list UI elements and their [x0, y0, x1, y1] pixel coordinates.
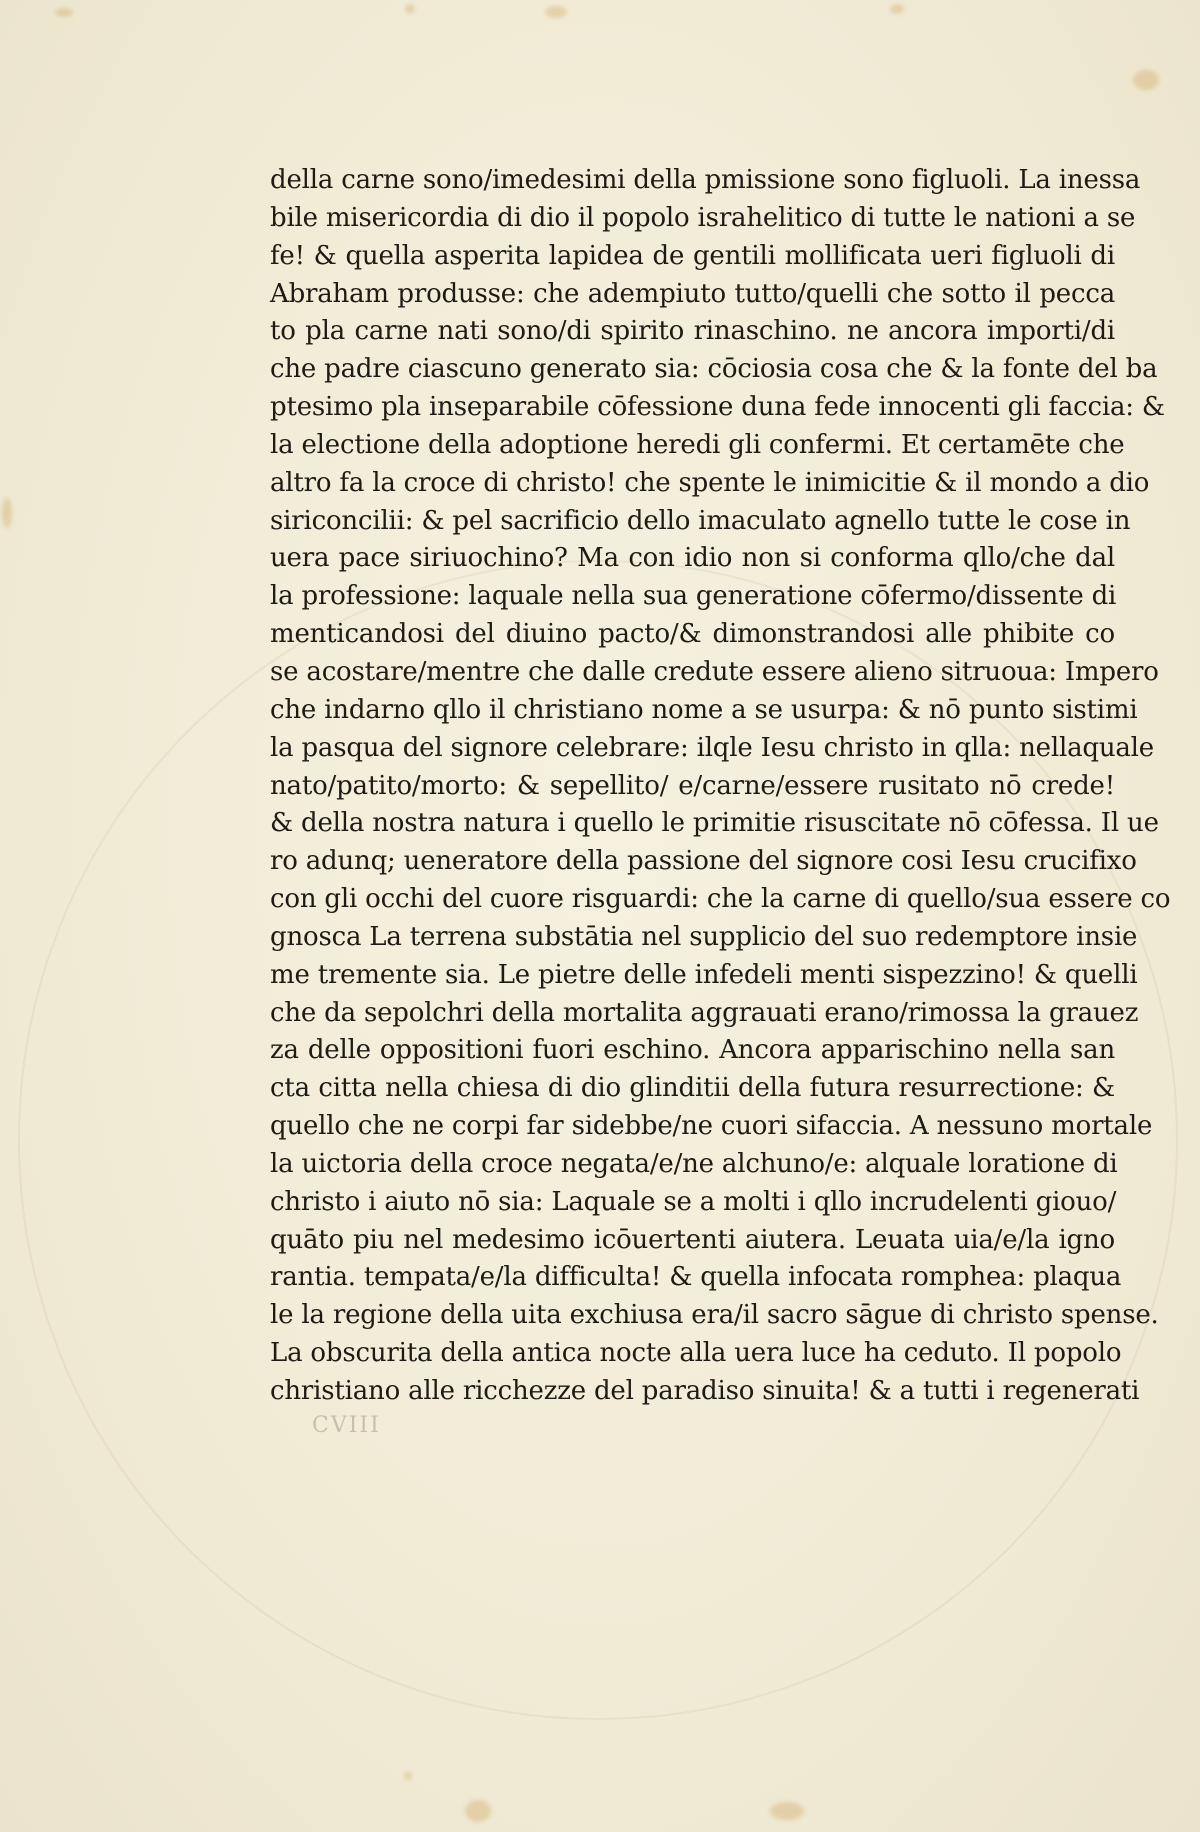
text-line: La obscurita della antica nocte alla uera luce ha ceduto. Il popolo	[270, 1338, 1122, 1369]
text-line: & della nostra natura i quello le primitie risuscitate nō cōfessa. Il ue	[270, 808, 1159, 839]
text-line: le la regione della uita exchiusa era/il sacro sāgue di christo spense.	[270, 1300, 1159, 1331]
text-line: fe! & quella asperita lapidea de gentili mollificata ueri figluoli di	[270, 240, 1115, 271]
text-line: altro fa la croce di christo! che spente le inimicitie & il mondo a dio	[270, 467, 1150, 498]
text-line: christo i aiuto nō sia: Laquale se a molti i qllo incrudelenti giouo/	[270, 1186, 1117, 1217]
page-stain	[770, 1802, 804, 1820]
text-line: gnosca La terrena substātia nel supplicio del suo redemptore insie	[270, 921, 1138, 952]
signature-mark: CVIII	[312, 1413, 381, 1438]
body-text	[270, 162, 1171, 1411]
text-line: me tremente sia. Le pietre delle infedeli menti sispezzino! & quelli	[270, 959, 1138, 990]
text-line: se acostare/mentre che dalle credute essere alieno sitruoua: Impero	[270, 656, 1159, 687]
text-line: che padre ciascuno generato sia: cōciosia cosa che & la fonte del ba	[270, 354, 1158, 385]
text-line: ptesimo pla inseparabile cōfessione duna fede innocenti gli faccia: &	[270, 392, 1165, 423]
text-line: la professione: laquale nella sua generatione cōfermo/dissente di	[270, 581, 1117, 612]
text-line: quello che ne corpi far sidebbe/ne cuori sifaccia. A nessuno mortale	[270, 1111, 1153, 1142]
text-line: nato/patito/morto: & sepellito/ e/carne/essere rusitato nō crede!	[270, 770, 1115, 801]
text-line: che da sepolchri della mortalita aggrauati erano/rimossa la grauez	[270, 997, 1139, 1028]
text-line: della carne sono/imedesimi della pmissione sono figluoli. La inessa	[270, 165, 1141, 195]
text-line: cta citta nella chiesa di dio glinditii della futura resurrectione: &	[270, 1073, 1115, 1104]
text-line: bile misericordia di dio il popolo israhelitico di tutte le nationi a se	[270, 202, 1136, 233]
text-line: che indarno qllo il christiano nome a se usurpa: & nō punto sistimi	[270, 694, 1138, 725]
text-line: christiano alle ricchezze del paradiso sinuita! & a tutti i regenerati	[270, 1376, 1140, 1406]
text-line: Abraham produsse: che adempiuto tutto/quelli che sotto il pecca	[270, 278, 1115, 309]
page-stain	[55, 8, 73, 17]
text-line: quāto piu nel medesimo icōuertenti aiutera. Leuata uia/e/la igno	[270, 1224, 1115, 1255]
page-stain	[465, 1800, 491, 1822]
page-stain	[404, 1772, 412, 1780]
page-stain	[405, 4, 415, 14]
page-stain	[890, 4, 904, 14]
text-line: za delle oppositioni fuori eschino. Ancora apparischino nella san	[270, 1035, 1115, 1066]
text-line: menticandosi del diuino pacto/& dimonstrandosi alle phibite co	[270, 619, 1115, 650]
text-line: la electione della adoptione heredi gli confermi. Et certamēte che	[270, 429, 1125, 460]
text-line: to pla carne nati sono/di spirito rinaschino. ne ancora importi/di	[270, 316, 1115, 347]
text-line: la pasqua del signore celebrare: ilqle Iesu christo in qlla: nellaquale	[270, 732, 1154, 763]
text-line: uera pace siriuochino? Ma con idio non si conforma qllo/che dal	[270, 543, 1115, 574]
text-line: siriconcilii: & pel sacrificio dello imaculato agnello tutte le cose in	[270, 505, 1131, 536]
text-line: ro adunq; ueneratore della passione del signore cosi Iesu crucifixo	[270, 846, 1137, 877]
text-line: con gli occhi del cuore risguardi: che la carne di quello/sua essere co	[270, 884, 1171, 915]
text-line: la uictoria della croce negata/e/ne alchuno/e: alquale loratione di	[270, 1148, 1118, 1179]
page-stain	[545, 6, 567, 18]
page-stain	[2, 498, 12, 528]
text-line: rantia. tempata/e/la difficulta! & quella infocata romphea: plaqua	[270, 1262, 1122, 1293]
page-stain	[1133, 70, 1159, 90]
